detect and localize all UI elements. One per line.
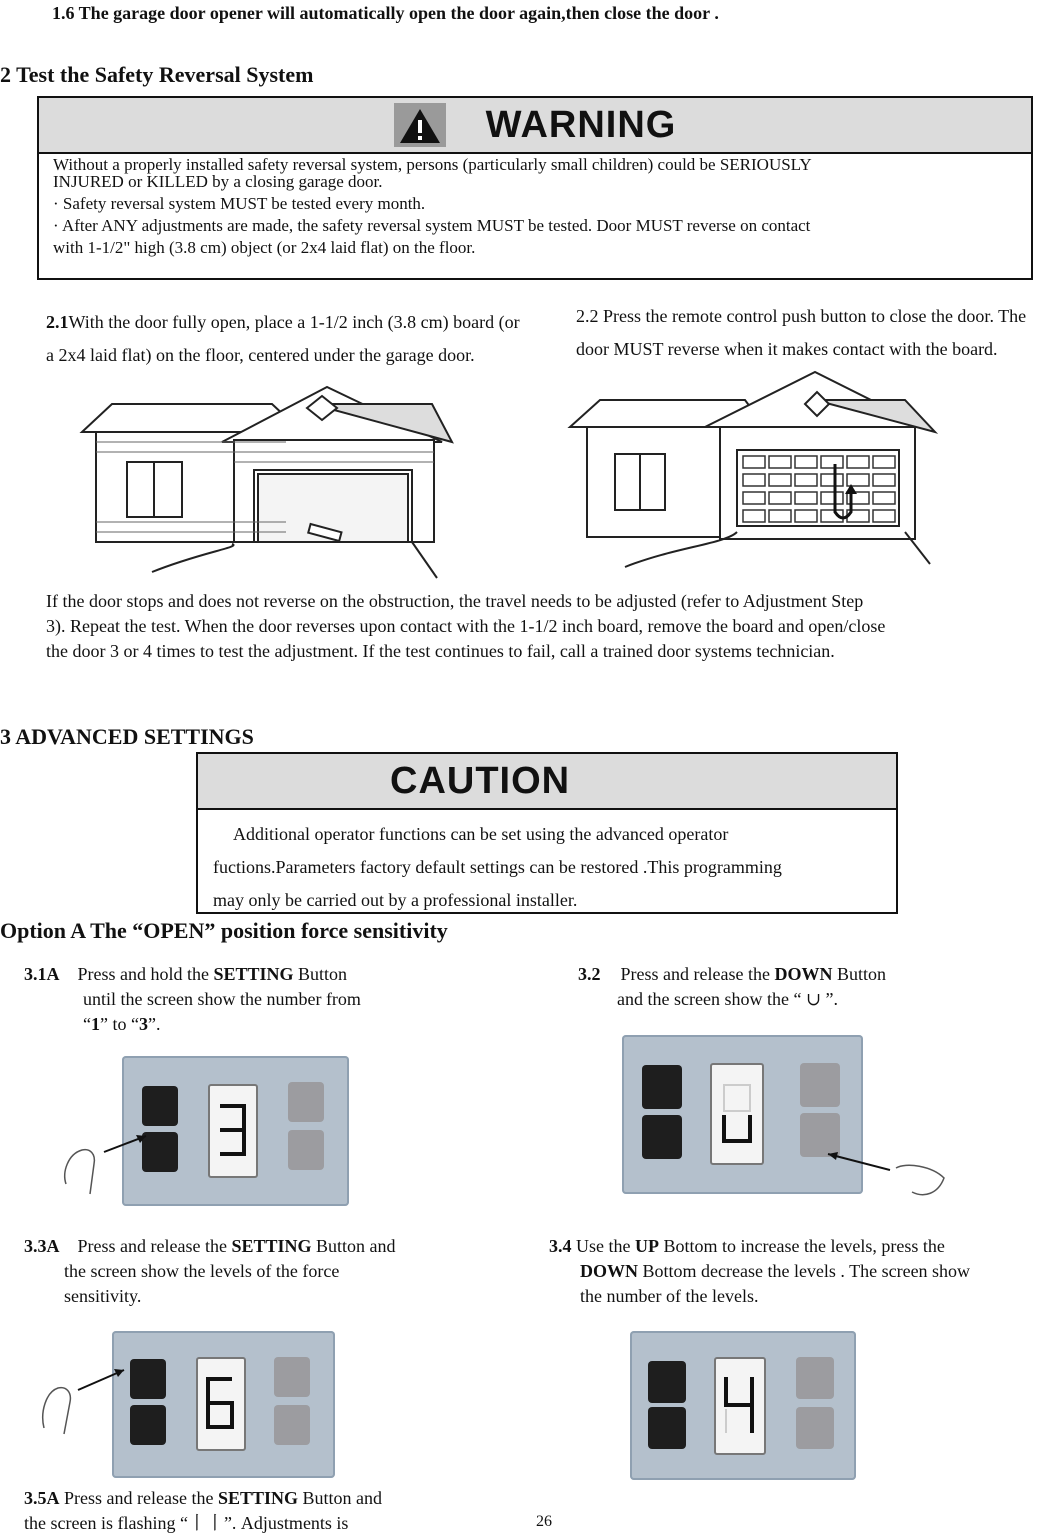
step-3-4-number: 3.4	[549, 1236, 572, 1256]
step-3-5-line-2: the screen is flashing “丨丨”. Adjustments is	[24, 1513, 349, 1533]
option-a-title: Option A The “OPEN” position force sensitivity	[0, 918, 448, 943]
step-3-3-text-b: Button and	[311, 1236, 396, 1256]
quote-close: ”.	[147, 1014, 161, 1034]
step-2-1-number: 2.1	[46, 312, 69, 332]
caution-line-3: may only be carried out by a professional installer.	[213, 890, 578, 910]
number-3: 3	[138, 1014, 148, 1034]
finger-press-icon	[820, 1148, 960, 1208]
up-button[interactable]	[800, 1063, 840, 1107]
setting-button-lower[interactable]	[648, 1407, 686, 1449]
house-door-closing-illustration	[565, 372, 965, 572]
down-button[interactable]	[274, 1405, 310, 1445]
step-3-2-line-2: and the screen show the “ ∪ ”.	[617, 989, 839, 1009]
step-3-3	[24, 1234, 396, 1309]
step-3-5-setting-word: SETTING	[217, 1488, 298, 1508]
step-2-1	[46, 306, 526, 372]
step-3-1-number: 3.1A	[24, 964, 60, 984]
step-2-1-text: With the door fully open, place a 1-1/2 inch (3.8 cm) board (or a 2x4 laid flat) on the floor, centered under the garage door.	[46, 312, 520, 365]
led-display	[714, 1357, 766, 1455]
step-3-4-up-word: UP	[634, 1236, 659, 1256]
step-3-2-text-a: Press and release the	[620, 964, 775, 984]
warning-line-5: with 1-1/2" high (3.8 cm) object (or 2x4 laid flat) on the floor.	[53, 238, 476, 257]
step-3-1-setting-word: SETTING	[213, 964, 294, 984]
step-3-5	[24, 1486, 382, 1536]
step-3-4	[549, 1234, 970, 1309]
caution-heading: CAUTION	[390, 759, 571, 802]
warning-header	[39, 98, 1031, 154]
step-3-3-text-a: Press and release the	[77, 1236, 232, 1256]
control-panel-3-4	[630, 1331, 856, 1480]
step-3-1-line-3	[24, 1012, 361, 1037]
step-3-2-down-word: DOWN	[774, 964, 833, 984]
caution-line-1: Additional operator functions can be set using the advanced operator	[233, 824, 729, 844]
finger-press-icon	[60, 1132, 160, 1202]
warning-line-4: · After ANY adjustments are made, the safety reversal system MUST be tested. Door MUST reverse on contact	[53, 216, 811, 235]
note-line-1: If the door stops and does not reverse on the obstruction, the travel needs to be adjusted (refer to Adjustment Step	[46, 591, 864, 611]
step-3-3-setting-word: SETTING	[231, 1236, 312, 1256]
step-3-3-line-3: sensitivity.	[64, 1286, 142, 1306]
step-3-4-text-a: Use the	[571, 1236, 635, 1256]
section-2-note	[46, 589, 885, 664]
page-number: 26	[536, 1513, 552, 1530]
caution-header	[198, 754, 896, 810]
step-3-3-number: 3.3A	[24, 1236, 60, 1256]
caution-box	[196, 752, 898, 914]
down-button[interactable]	[288, 1130, 324, 1170]
note-line-3: the door 3 or 4 times to test the adjustment. If the test continues to fail, call a trained door systems technician.	[46, 641, 835, 661]
setting-button[interactable]	[142, 1086, 178, 1126]
down-button[interactable]	[796, 1407, 834, 1449]
led-display	[196, 1357, 246, 1451]
step-3-1-text-b: Button	[293, 964, 348, 984]
step-3-1-text-a: Press and hold the	[77, 964, 214, 984]
warning-heading: WARNING	[485, 103, 677, 146]
warning-line-1: Without a properly installed safety reversal system, persons (particularly small children) could be SERIOUSLY	[53, 155, 812, 174]
quote-open: “	[83, 1014, 91, 1034]
setting-button-lower[interactable]	[642, 1115, 682, 1159]
section-3-title: 3 ADVANCED SETTINGS	[0, 724, 254, 749]
quote-mid: ” to “	[100, 1014, 139, 1034]
up-button[interactable]	[288, 1082, 324, 1122]
warning-line-2: INJURED or KILLED by a closing garage door.	[53, 172, 383, 191]
led-display	[710, 1063, 764, 1165]
caution-text	[213, 818, 782, 917]
step-3-2-number: 3.2	[578, 964, 601, 984]
number-1: 1	[91, 1014, 100, 1034]
warning-box	[37, 96, 1033, 280]
step-3-5-text-b: Button and	[298, 1488, 382, 1508]
setting-button[interactable]	[648, 1361, 686, 1403]
note-line-2: 3). Repeat the test. When the door reverses upon contact with the 1-1/2 inch board, remove the board and open/close	[46, 616, 886, 636]
step-3-2-text-b: Button	[832, 964, 886, 984]
warning-text	[53, 154, 812, 259]
control-panel-3-3	[112, 1331, 335, 1478]
step-3-4-line-3: the number of the levels.	[580, 1286, 759, 1306]
up-button[interactable]	[274, 1357, 310, 1397]
warning-triangle-icon	[394, 103, 446, 147]
up-button[interactable]	[796, 1357, 834, 1399]
step-3-5-number: 3.5A	[24, 1488, 60, 1508]
step-3-4-text-b: Bottom to increase the levels, press the	[658, 1236, 945, 1256]
setting-button[interactable]	[642, 1065, 682, 1109]
caution-line-2: fuctions.Parameters factory default settings can be restored .This programming	[213, 857, 782, 877]
step-3-4-down-word: DOWN	[580, 1261, 638, 1281]
step-3-5-text-a: Press and release the	[59, 1488, 218, 1508]
step-3-3-line-2: the screen show the levels of the force	[64, 1261, 340, 1281]
warning-line-3: · Safety reversal system MUST be tested every month.	[53, 194, 426, 213]
led-display	[208, 1084, 258, 1178]
step-1-6: 1.6 The garage door opener will automatically open the door again,then close the door .	[52, 3, 719, 23]
finger-press-icon	[36, 1362, 136, 1442]
house-door-open-illustration	[72, 382, 472, 582]
step-3-1-line-2: until the screen show the number from	[83, 989, 361, 1009]
step-3-4-text-c: Bottom decrease the levels . The screen show	[638, 1261, 971, 1281]
step-2-2: 2.2 Press the remote control push button to close the door. The door MUST reverse when it makes contact with the board.	[576, 306, 1027, 359]
step-3-2	[578, 962, 886, 1012]
step-3-1	[24, 962, 361, 1037]
section-2-title: 2 Test the Safety Reversal System	[0, 62, 314, 87]
